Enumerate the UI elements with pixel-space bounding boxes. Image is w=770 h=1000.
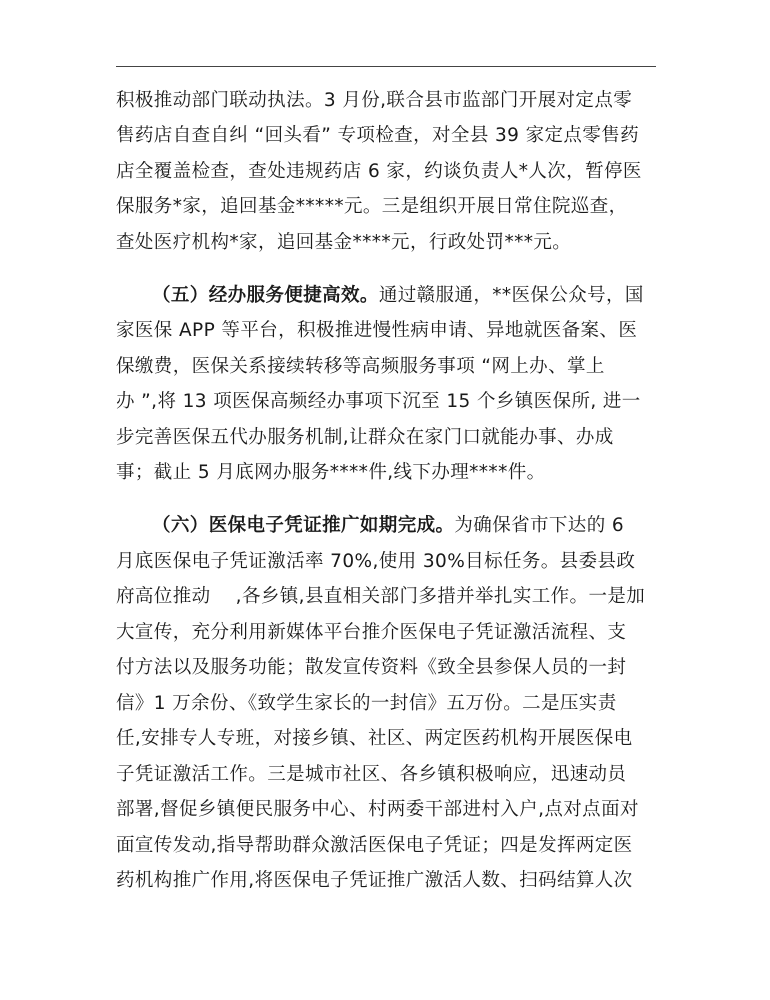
body-text-line: 保服务*家，追回基金*****元。三是组织开展日常住院巡查， <box>116 196 628 217</box>
body-text-line: 保缴费，医保关系接续转移等高频服务事项 “网上办、掌上 <box>116 356 605 377</box>
body-text-line: 信》1 万余份、《致学生家长的一封信》五万份。二是压实责 <box>116 693 617 714</box>
body-text-line: 步完善医保五代办服务机制,让群众在家门口就能办事、办成 <box>116 427 614 448</box>
body-text-line: 付方法以及服务功能；散发宣传资料《致全县参保人员的一封 <box>116 657 627 678</box>
body-text-line: 子凭证激活工作。三是城市社区、各乡镇积极响应，迅速动员 <box>116 764 627 785</box>
body-text-line: 面宣传发动,指导帮助群众激活医保电子凭证；四是发挥两定医 <box>116 835 633 856</box>
body-text-line: 药机构推广作用,将医保电子凭证推广激活人数、扫码结算人次 <box>116 870 633 891</box>
section-heading-6: （六）医保电子凭证推广如期完成。 <box>152 515 455 536</box>
body-text-run: 为确保省市下达的 6 <box>454 515 625 536</box>
body-text-line: 任,安排专人专班，对接乡镇、社区、两定医药机构开展医保电 <box>116 728 633 749</box>
header-rule <box>116 66 656 67</box>
body-text-line: 大宣传，充分利用新媒体平台推介医保电子凭证激活流程、支 <box>116 622 627 643</box>
body-text-line: 查处医疗机构*家，追回基金****元，行政处罚***元。 <box>116 232 572 253</box>
body-text-line: 月底医保电子凭证激活率 70%,使用 30%目标任务。县委县政 <box>116 551 636 572</box>
body-text-line: 部署,督促乡镇便民服务中心、村两委干部进村入户,点对点面对 <box>116 799 639 820</box>
section-heading-5: （五）经办服务便捷高效。 <box>152 285 379 306</box>
body-text-line: 店全覆盖检查，查处违规药店 6 家，约谈负责人*人次，暂停医 <box>116 161 642 182</box>
body-text-line: 家医保 APP 等平台，积极推进慢性病申请、异地就医备案、医 <box>116 320 638 341</box>
section-paragraph-start <box>152 513 624 539</box>
body-text-line: 府高位推动 ,各乡镇,县直相关部门多措并举扎实工作。一是加 <box>116 586 646 607</box>
body-text-line: 积极推动部门联动执法。3 月份,联合县市监部门开展对定点零 <box>116 90 633 111</box>
body-text-line: 事；截止 5 月底网办服务****件,线下办理****件。 <box>116 462 546 483</box>
body-text-line: 售药店自查自纠 “回头看” 专项检查，对全县 39 家定点零售药 <box>116 125 640 146</box>
section-paragraph-start <box>152 283 644 309</box>
body-text-line: 办 ”,将 13 项医保高频经办事项下沉至 15 个乡镇医保所, 进一 <box>116 391 641 412</box>
body-text-run: 通过赣服通，**医保公众号，国 <box>378 285 644 306</box>
